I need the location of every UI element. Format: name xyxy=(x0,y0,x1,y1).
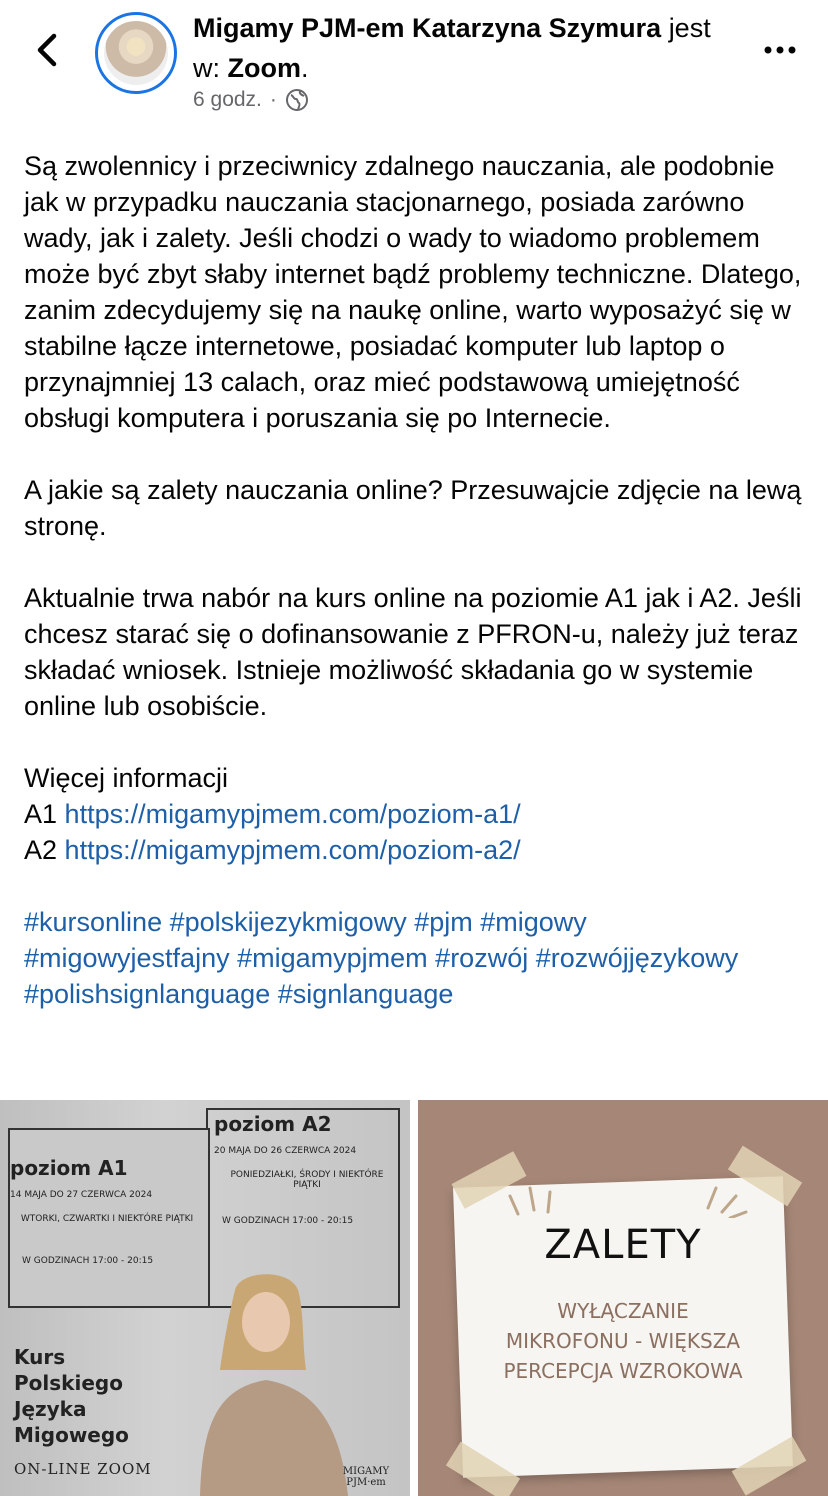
back-button[interactable] xyxy=(28,28,68,72)
post-meta xyxy=(193,88,309,112)
more-info-label: Więcej informacji xyxy=(24,763,229,793)
a1-dates: 14 MAJA DO 27 CZERWCA 2024 xyxy=(10,1190,153,1200)
advantages-image[interactable] xyxy=(418,1100,828,1496)
post-time[interactable]: 6 godz. xyxy=(193,88,262,111)
hashtag[interactable]: #migowyjestfajny xyxy=(24,943,230,973)
chevron-left-icon xyxy=(28,28,68,72)
hashtag[interactable]: #migamypjmem xyxy=(237,943,428,973)
a2-dates: 20 MAJA DO 26 CZERWCA 2024 xyxy=(214,1146,357,1156)
post-paragraph-2: A jakie są zalety nauczania online? Przesuwajcie zdjęcie na lewą stronę. xyxy=(24,475,802,541)
post-body xyxy=(24,148,814,1012)
author-line xyxy=(193,8,733,88)
link-a2-label: A2 xyxy=(24,835,58,865)
course-title: Kurs Polskiego Języka Migowego xyxy=(14,1345,129,1447)
globe-icon[interactable] xyxy=(285,88,309,112)
ellipsis-icon xyxy=(760,40,800,60)
a1-days: WTORKI, CZWARTKI I NIEKTÓRE PIĄTKI xyxy=(20,1214,194,1224)
hashtag[interactable]: #kursonline xyxy=(24,907,163,937)
post-paragraph-1: Są zwolennicy i przeciwnicy zdalnego nauczania, ale podobnie jak w przypadku nauczania stacjonarnego, posiada zarówno wady, jak i zalety. Jeśli chodzi o wady to wiadomo problemem może być zbyt słaby internet bądź problemy techniczne. Dlatego, zanim zdecydujemy się na naukę online, warto wyposażyć się w stabilne łącze internetowe, posiadać komputer lub laptop o przynajmniej 13 calach, oraz mieć podstawową umiejętność obsługi komputera i poruszania się po Internecie. xyxy=(24,151,802,433)
link-a1-label: A1 xyxy=(24,799,58,829)
avatar[interactable] xyxy=(95,12,177,94)
avatar-photo xyxy=(104,21,168,85)
a1-title: poziom A1 xyxy=(10,1156,128,1180)
hashtag[interactable]: #polishsignlanguage xyxy=(24,979,271,1009)
link-a1[interactable]: https://migamypjmem.com/poziom-a1/ xyxy=(64,799,521,829)
location-link[interactable]: Zoom xyxy=(227,53,302,83)
a1-hours: W GODZINACH 17:00 - 20:15 xyxy=(22,1256,154,1266)
hashtag[interactable]: #signlanguage xyxy=(277,979,454,1009)
meta-separator: · xyxy=(269,88,277,111)
location-period: . xyxy=(301,53,309,83)
location-prefix: jest w: xyxy=(193,13,711,83)
sparkle-decoration xyxy=(508,1178,748,1218)
author-name[interactable]: Migamy PJM-em Katarzyna Szymura xyxy=(193,13,662,43)
hashtags xyxy=(24,904,784,1012)
hashtag[interactable]: #rozwój xyxy=(435,943,529,973)
a2-hours: W GODZINACH 17:00 - 20:15 xyxy=(222,1216,354,1226)
course-subtitle: ON-LINE ZOOM xyxy=(14,1460,152,1478)
link-a2[interactable]: https://migamypjmem.com/poziom-a2/ xyxy=(64,835,521,865)
more-options-button[interactable] xyxy=(760,40,800,60)
brand-logo: MIGAMY PJM·em xyxy=(342,1466,390,1488)
note-text: WYŁĄCZANIE MIKROFONU - WIĘKSZA PERCEPCJA WZROKOWA xyxy=(503,1299,743,1383)
course-poster-image[interactable] xyxy=(0,1100,410,1496)
post-header xyxy=(0,0,828,130)
hashtag[interactable]: #migowy xyxy=(480,907,587,937)
hashtag[interactable]: #rozwójjęzykowy xyxy=(535,943,739,973)
link-a1-row xyxy=(24,796,814,832)
hashtag[interactable]: #pjm xyxy=(414,907,473,937)
a2-days: PONIEDZIAŁKI, ŚRODY I NIEKTÓRE PIĄTKI xyxy=(230,1170,384,1190)
link-a2-row xyxy=(24,832,814,868)
post-paragraph-3: Aktualnie trwa nabór na kurs online na poziomie A1 jak i A2. Jeśli chcesz starać się o dofinansowanie z PFRON-u, należy już teraz składać wniosek. Istnieje możliwość składania go w systemie online lub osobiście. xyxy=(24,583,802,721)
note-title: ZALETY xyxy=(544,1222,702,1268)
instructor-photo xyxy=(180,1270,370,1496)
a2-title: poziom A2 xyxy=(214,1112,332,1136)
more-info-block xyxy=(24,760,814,868)
hashtag[interactable]: #polskijezykmigowy xyxy=(169,907,407,937)
